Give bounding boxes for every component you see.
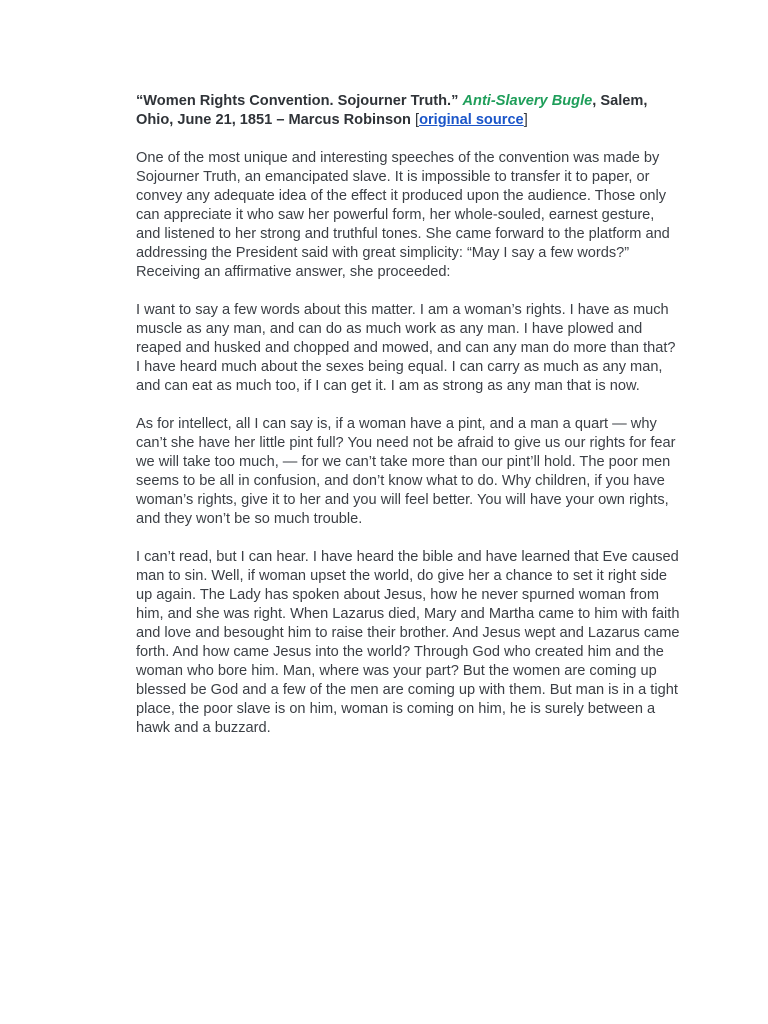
original-source-link[interactable]: original source [419, 112, 524, 128]
intro-paragraph: One of the most unique and interesting speeches of the convention was made by Sojourner Truth, an emancipated slave. It is impossible to transfer it to paper, or convey any adequate idea of the effect it produced upon the audience. Those only can appreciate it who saw her powerful form, her whole-souled, earnest gesture, and listened to her strong and truthful tones. She came forward to the platform and addressing the President said with great simplicity: “May I say a few words?” Receiving an affirmative answer, she proceeded: [136, 150, 670, 280]
citation-heading [136, 92, 682, 130]
bracket-open: [ [415, 112, 420, 128]
speech-paragraph-2: As for intellect, all I can say is, if a woman have a pint, and a man a quart — why can’t she have her little pint full? You need not be afraid to give us our rights for fear we will take too much, — for we can’t take more than our pint’ll hold. The poor men seems to be all in confusion, and don’t know what to do. Why children, if you have woman’s rights, give it to her and you will feel better. You will have your own rights, and they won’t be so much trouble. [136, 416, 676, 527]
speech-paragraph-1: I want to say a few words about this matter. I am a woman’s rights. I have as much muscle as any man, and can do as much work as any man. I have plowed and reaped and husked and chopped and mowed, and can any man do more than that? I have heard much about the sexes being equal. I can carry as much as any man, and can eat as much too, if I can get it. I am as strong as any man that is now. [136, 302, 676, 394]
speech-paragraph-3: I can’t read, but I can hear. I have heard the bible and have learned that Eve caused man to sin. Well, if woman upset the world, do give her a chance to set it right side up again. The Lady has spoken about Jesus, how he never spurned woman from him, and she was right. When Lazarus died, Mary and Martha came to him with faith and love and besought him to raise their brother. And Jesus wept and Lazarus came forth. And how came Jesus into the world? Through God who created him and the woman who bore him. Man, where was your part? But the women are coming up blessed be God and a few of the men are coming up with them. But man is in a tight place, the poor slave is on him, woman is coming on him, he is surely between a hawk and a buzzard. [136, 549, 680, 736]
publication-name: Anti-Slavery Bugle [462, 93, 593, 109]
citation-title: “Women Rights Convention. Sojourner Truth.” [136, 93, 459, 109]
document-page [136, 92, 682, 757]
citation-details: , Salem, Ohio, June 21, 1851 – Marcus Robinson [136, 93, 648, 128]
bracket-close: ] [523, 112, 528, 128]
